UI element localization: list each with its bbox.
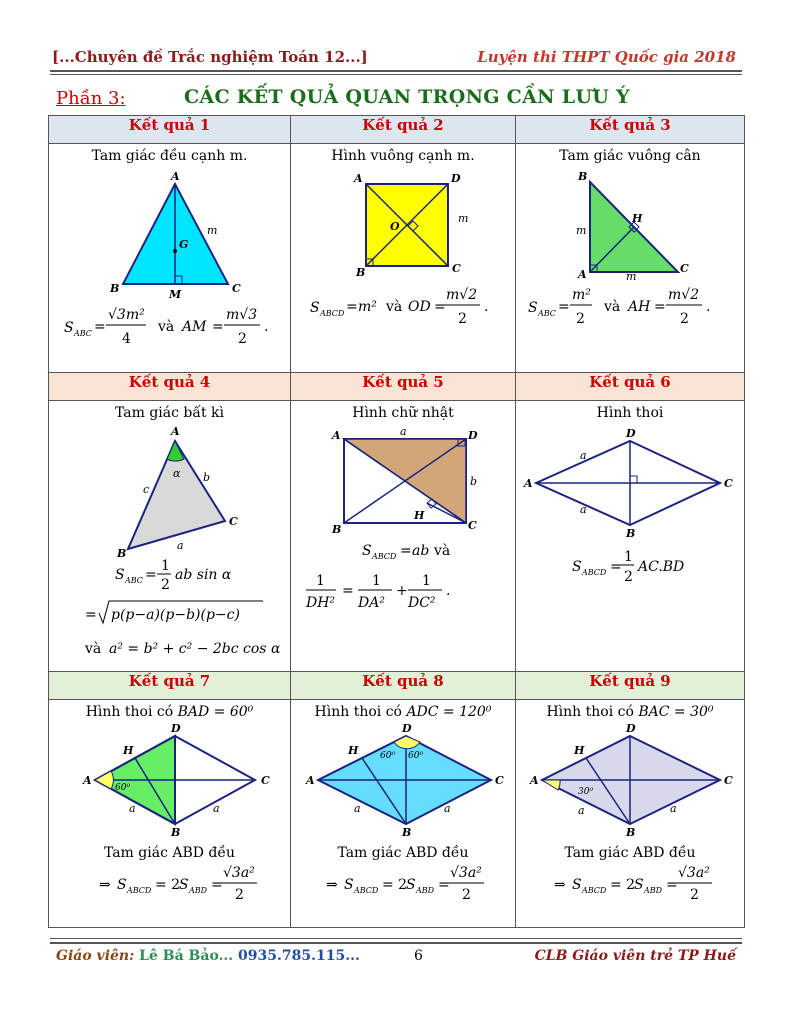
svg-text:1: 1 (371, 573, 381, 589)
svg-text:DH²: DH² (305, 595, 335, 611)
svg-text:B: B (116, 547, 126, 560)
svg-text:+: + (395, 583, 408, 599)
svg-text:α: α (172, 467, 180, 480)
footer-teacher-name: Lê Bá Bảo... (139, 948, 234, 964)
svg-text:m²: m² (357, 299, 377, 315)
svg-text:B: B (401, 826, 411, 839)
svg-text:m√3: m√3 (225, 307, 257, 323)
svg-text:C: C (680, 262, 689, 275)
result-5-cell (291, 401, 516, 672)
svg-text:a: a (578, 804, 585, 817)
svg-text:a: a (212, 802, 220, 815)
svg-text:B: B (355, 266, 365, 279)
svg-text:=: = (666, 877, 678, 893)
page-number: 6 (414, 948, 423, 964)
svg-text:a: a (353, 802, 361, 815)
result-1-heading: Kết quả 1 (49, 116, 291, 144)
svg-text:m√2: m√2 (668, 287, 700, 303)
header-rule (50, 70, 742, 72)
formula-8 (296, 863, 511, 903)
svg-text:G: G (178, 238, 188, 251)
svg-text:m: m (457, 212, 468, 225)
svg-text:và: và (604, 299, 621, 315)
svg-text:A: A (353, 172, 363, 185)
result-4-heading: Kết quả 4 (49, 373, 291, 401)
formula-1 (60, 299, 280, 349)
svg-text:B: B (109, 282, 119, 295)
svg-text:2: 2 (461, 887, 471, 903)
svg-text:√3m²: √3m² (107, 307, 145, 323)
svg-text:a: a (670, 802, 677, 815)
svg-text:60⁰: 60⁰ (379, 751, 395, 761)
svg-text:ABC: ABC (124, 576, 143, 585)
svg-text:ABCD: ABCD (582, 568, 607, 577)
result-8-cell (291, 700, 516, 928)
svg-text:AM: AM (181, 319, 206, 335)
svg-text:a: a (176, 539, 184, 552)
result-3-cell (516, 144, 745, 373)
svg-text:D: D (626, 427, 636, 440)
svg-text:S: S (343, 877, 354, 893)
svg-text:S: S (116, 877, 127, 893)
svg-text:C: C (451, 262, 461, 275)
svg-text:A: A (578, 268, 587, 281)
svg-text:a: a (580, 503, 587, 516)
svg-text:và: và (157, 319, 174, 335)
svg-text:H: H (122, 744, 133, 757)
svg-text:1: 1 (421, 573, 431, 589)
result-9-angle: BAC = 30⁰ (638, 704, 714, 720)
result-2-cell (291, 144, 516, 373)
svg-text:a: a (443, 802, 451, 815)
svg-text:2: 2 (624, 569, 633, 585)
result-4-cell (49, 401, 291, 672)
rhombus-120-figure (296, 720, 511, 839)
svg-text:ab: ab (411, 543, 429, 559)
svg-text:DA²: DA² (357, 595, 385, 611)
svg-text:=: = (610, 559, 622, 575)
result-2-caption: Hình vuông cạnh m. (331, 148, 475, 164)
result-7-angle: BAD = 60⁰ (177, 704, 254, 720)
result-2-heading: Kết quả 2 (291, 116, 516, 144)
result-8-angle: ADC = 120⁰ (406, 704, 492, 720)
svg-text:S: S (405, 877, 416, 893)
svg-text:2: 2 (457, 311, 467, 327)
svg-text:A: A (305, 774, 315, 787)
header-right: Luyện thi THPT Quốc gia 2018 (477, 48, 736, 66)
svg-text:A: A (530, 774, 539, 787)
svg-text:A: A (524, 477, 533, 490)
svg-text:2: 2 (690, 887, 699, 903)
svg-text:=: = (437, 877, 450, 893)
svg-text:B: B (626, 527, 636, 540)
result-4-caption: Tam giác bất kì (115, 405, 224, 421)
svg-text:.: . (483, 299, 488, 315)
svg-text:B: B (626, 826, 636, 839)
result-9-heading: Kết quả 9 (516, 672, 745, 700)
svg-text:H: H (632, 212, 643, 225)
svg-text:30⁰: 30⁰ (578, 787, 594, 797)
rhombus-30-figure (520, 720, 740, 839)
footer-club: CLB Giáo viên trẻ TP Huế (534, 948, 736, 964)
svg-text:p(p−a)(p−b)(p−c): p(p−a)(p−b)(p−c) (110, 607, 240, 623)
header-rule-thin (50, 74, 742, 75)
svg-text:⇒: ⇒ (325, 877, 338, 893)
svg-text:D: D (450, 172, 461, 185)
svg-text:4: 4 (121, 331, 131, 347)
results-table (48, 115, 745, 928)
equilateral-triangle-figure (55, 164, 285, 301)
result-3-heading: Kết quả 3 (516, 116, 745, 144)
svg-text:2: 2 (680, 311, 689, 327)
svg-text:OD: OD (407, 299, 431, 315)
svg-text:.: . (445, 583, 450, 599)
footer-teacher (56, 948, 360, 964)
svg-text:S: S (63, 320, 74, 336)
svg-text:và: và (385, 299, 402, 315)
result-6-heading: Kết quả 6 (516, 373, 745, 401)
result-9-note: Tam giác ABD đều (564, 845, 696, 861)
svg-text:M: M (168, 288, 181, 301)
svg-text:2: 2 (160, 577, 170, 593)
svg-text:√3a²: √3a² (222, 865, 255, 881)
svg-text:S: S (572, 559, 582, 575)
svg-text:1: 1 (624, 549, 633, 565)
svg-text:D: D (626, 722, 636, 735)
svg-text:ABC: ABC (73, 329, 92, 338)
svg-text:2: 2 (576, 311, 585, 327)
svg-text:D: D (170, 722, 181, 735)
footer-rule-thin (50, 938, 742, 939)
result-9-cell (516, 700, 745, 928)
arbitrary-triangle-figure (55, 421, 285, 560)
formula-7 (55, 863, 285, 903)
svg-text:H: H (347, 744, 358, 757)
result-7-note: Tam giác ABD đều (103, 845, 236, 861)
svg-text:2: 2 (237, 331, 247, 347)
footer-teacher-label: Giáo viên: (56, 948, 135, 964)
svg-text:D: D (401, 722, 412, 735)
svg-text:ABD: ABD (188, 886, 207, 895)
svg-text:H: H (413, 509, 424, 522)
result-8-note: Tam giác ABD đều (337, 845, 469, 861)
svg-text:C: C (467, 519, 477, 532)
svg-text:O: O (389, 220, 400, 233)
svg-text:√3a²: √3a² (678, 865, 710, 881)
svg-text:a² = b² + c² − 2bc cos α: a² = b² + c² − 2bc cos α (108, 641, 280, 657)
section-label: Phần 3: (56, 88, 126, 109)
svg-text:DC²: DC² (407, 595, 436, 611)
svg-text:m²: m² (572, 287, 591, 303)
svg-text:B: B (331, 523, 341, 536)
svg-text:= 2: = 2 (381, 877, 407, 893)
svg-text:AC.BD: AC.BD (638, 559, 685, 575)
svg-text:C: C (724, 774, 733, 787)
svg-text:B: B (578, 170, 588, 183)
svg-text:m√2: m√2 (445, 287, 477, 303)
footer-phone: 0935.785.115... (238, 948, 360, 964)
result-3-caption: Tam giác vuông cân (559, 148, 701, 164)
result-5-heading: Kết quả 5 (291, 373, 516, 401)
svg-text:a: a (399, 425, 407, 438)
svg-text:m: m (626, 270, 637, 283)
formula-6 (520, 545, 740, 595)
result-7-heading: Kết quả 7 (49, 672, 291, 700)
formula-4 (55, 557, 285, 667)
svg-text:S: S (634, 877, 644, 893)
result-1-cell (49, 144, 291, 373)
result-8-caption: Hình thoi có (314, 704, 402, 720)
svg-text:ABD: ABD (644, 886, 663, 895)
section-title: CÁC KẾT QUẢ QUAN TRỌNG CẦN LƯU Ý (184, 86, 630, 108)
svg-text:=: = (433, 299, 446, 315)
svg-text:và: và (84, 641, 101, 657)
svg-text:AH: AH (628, 299, 651, 315)
svg-text:=: = (93, 319, 106, 335)
svg-text:=: = (210, 877, 223, 893)
svg-text:1: 1 (315, 573, 325, 589)
svg-text:A: A (170, 425, 180, 438)
svg-text:1: 1 (160, 558, 170, 574)
svg-text:60⁰: 60⁰ (407, 751, 423, 761)
result-6-caption: Hình thoi (596, 405, 664, 421)
formula-2 (296, 280, 511, 330)
svg-text:=: = (399, 543, 412, 559)
result-6-cell (516, 401, 745, 672)
svg-text:=: = (144, 567, 157, 583)
svg-text:C: C (494, 774, 504, 787)
svg-text:ABCD: ABCD (126, 886, 151, 895)
formula-3 (520, 280, 740, 330)
svg-text:= 2: = 2 (610, 877, 636, 893)
formula-5 (296, 539, 511, 619)
formula-9 (520, 863, 740, 903)
svg-text:=: = (341, 583, 354, 599)
svg-text:ABCD: ABCD (371, 552, 396, 561)
svg-text:b: b (469, 475, 477, 488)
svg-text:S: S (178, 877, 189, 893)
svg-text:S: S (572, 877, 582, 893)
svg-text:=: = (345, 299, 358, 315)
svg-text:C: C (231, 282, 241, 295)
svg-text:c: c (142, 483, 149, 496)
rectangle-figure (296, 421, 511, 536)
rhombus-60-figure (55, 720, 285, 839)
svg-text:√3a²: √3a² (449, 865, 482, 881)
svg-text:=: = (84, 607, 97, 623)
right-isosceles-figure (520, 164, 740, 283)
svg-text:2: 2 (234, 887, 244, 903)
svg-text:ABCD: ABCD (319, 309, 344, 318)
svg-text:A: A (331, 429, 341, 442)
svg-text:ABD: ABD (415, 886, 434, 895)
svg-text:ABCD: ABCD (582, 886, 607, 895)
result-8-heading: Kết quả 8 (291, 672, 516, 700)
svg-text:⇒: ⇒ (98, 877, 111, 893)
footer-rule (50, 942, 742, 944)
svg-text:b: b (202, 471, 210, 484)
result-5-caption: Hình chữ nhật (352, 405, 454, 421)
svg-text:C: C (724, 477, 733, 490)
svg-text:.: . (263, 319, 268, 335)
svg-text:=: = (654, 299, 666, 315)
svg-text:60⁰: 60⁰ (114, 783, 130, 793)
svg-text:m: m (206, 224, 217, 237)
svg-text:a: a (580, 449, 587, 462)
svg-text:S: S (528, 300, 538, 316)
svg-text:ABC: ABC (538, 309, 556, 318)
svg-text:= 2: = 2 (154, 877, 180, 893)
svg-text:B: B (170, 826, 180, 839)
svg-text:=: = (211, 319, 224, 335)
svg-text:A: A (170, 170, 180, 183)
svg-text:S: S (361, 543, 372, 559)
svg-text:D: D (467, 429, 478, 442)
svg-text:và: và (433, 543, 450, 559)
svg-text:S: S (309, 300, 320, 316)
result-9-caption: Hình thoi có (546, 704, 634, 720)
svg-text:C: C (228, 515, 238, 528)
svg-text:=: = (558, 299, 570, 315)
svg-text:m: m (576, 224, 587, 237)
svg-text:.: . (706, 299, 711, 315)
svg-text:A: A (82, 774, 92, 787)
result-7-caption: Hình thoi có (85, 704, 174, 720)
rhombus-figure (520, 421, 740, 540)
header-left: [...Chuyên đề Trắc nghiệm Toán 12...] (52, 48, 368, 66)
svg-text:⇒: ⇒ (554, 877, 566, 893)
svg-text:C: C (260, 774, 270, 787)
svg-text:H: H (574, 744, 585, 757)
result-1-caption: Tam giác đều cạnh m. (91, 148, 248, 164)
svg-text:ABCD: ABCD (353, 886, 378, 895)
square-figure (296, 164, 511, 279)
svg-text:ab sin α: ab sin α (174, 567, 231, 583)
result-7-cell (49, 700, 291, 928)
svg-text:a: a (128, 802, 136, 815)
svg-text:S: S (114, 567, 125, 583)
